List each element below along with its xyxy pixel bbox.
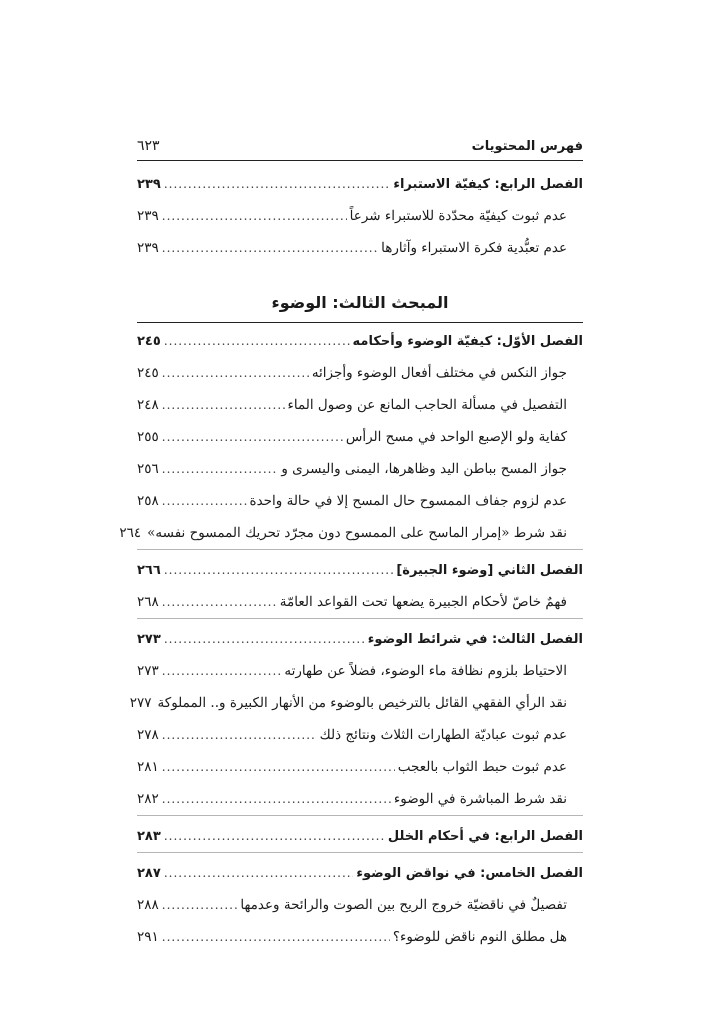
chapter-title: الفصل الرابع: في أحكام الخلل (387, 829, 583, 844)
entry-page: ٢٧٣ (137, 663, 159, 679)
toc-entry-row[interactable] (137, 485, 583, 517)
toc-entry-row[interactable] (137, 421, 583, 453)
dot-leader (164, 168, 391, 200)
entry-title: نقد الرأي الفقهي القائل بالترخيص بالوضوء من الأنهار الكبيرة و.. المملوكة (157, 695, 567, 711)
toc-entry-row[interactable] (137, 389, 583, 421)
entry-page: ٢٤٥ (137, 365, 159, 381)
chapter-page: ٢٤٥ (137, 334, 161, 349)
running-header (137, 136, 583, 156)
toc-chapter-row[interactable] (137, 623, 583, 655)
entry-page: ٢٦٨ (137, 594, 159, 610)
toc-entry-row[interactable] (137, 453, 583, 485)
page-number: ٦٢٣ (137, 138, 160, 154)
dot-leader (162, 485, 247, 517)
toc-entry-row[interactable] (137, 586, 583, 618)
entry-page: ٢٨١ (137, 759, 159, 775)
dot-leader (162, 921, 390, 953)
entry-page: ٢٥٥ (137, 429, 159, 445)
entry-page: ٢٨٨ (137, 897, 159, 913)
entry-page: ٢٥٨ (137, 493, 159, 509)
entry-title: جواز المسح بباطن اليد وظاهرها، اليمنى واليسرى و (281, 461, 567, 477)
toc-chapter-row[interactable] (137, 168, 583, 200)
entry-page: ٢٣٩ (137, 208, 159, 224)
dot-leader (162, 200, 347, 232)
dot-leader (162, 389, 285, 421)
chapter-title: الفصل الثاني [وضوء الجبيرة] (396, 563, 583, 578)
entry-title: عدم لزوم جفاف الممسوح حال المسح إلا في حالة واحدة (249, 493, 567, 509)
dot-leader (164, 857, 354, 889)
entry-page: ٢٤٨ (137, 397, 159, 413)
dot-leader (162, 719, 317, 751)
entry-title: جواز النكس في مختلف أفعال الوضوء وأجزائه (311, 365, 567, 381)
toc-entry-row[interactable] (137, 921, 583, 953)
dot-leader (164, 554, 394, 586)
entry-title: نقد شرط «إمرار الماسح على الممسوح دون مجرّد تحريك الممسوح نفسه» (147, 525, 567, 541)
chapter-title: الفصل الرابع: كيفيّة الاستبراء (393, 177, 583, 192)
entry-title: هل مطلق النوم ناقض للوضوء؟ (392, 929, 567, 945)
entry-page: ٢٨٢ (137, 791, 159, 807)
dot-leader (162, 655, 282, 687)
dot-leader (162, 232, 378, 264)
header-rule (137, 160, 583, 161)
toc-group (129, 623, 583, 816)
toc-entry-row[interactable] (119, 517, 583, 549)
entry-title: التفصيل في مسألة الحاجب المانع عن وصول الماء (287, 397, 567, 413)
entry-page: ٢٦٤ (119, 525, 142, 541)
toc-entry-row[interactable] (137, 751, 583, 783)
section-heading: المبحث الثالث: الوضوء (137, 268, 583, 323)
chapter-page: ٢٦٦ (137, 563, 161, 578)
chapter-page: ٢٣٩ (137, 177, 161, 192)
toc-entry-row[interactable] (137, 655, 583, 687)
entry-page: ٢٧٨ (137, 727, 159, 743)
dot-leader (162, 751, 395, 783)
toc-chapter-row[interactable] (137, 820, 583, 852)
entry-title: نقد شرط المباشرة في الوضوء (393, 791, 567, 807)
toc-chapter-row[interactable] (137, 857, 583, 889)
entry-title: عدم تعبُّدية فكرة الاستبراء وآثارها (381, 240, 567, 256)
dot-leader (164, 820, 385, 852)
entry-page: ٢٧٧ (129, 695, 152, 711)
entry-title: عدم ثبوت كيفيّة محدّدة للاستبراء شرعاً (349, 208, 567, 224)
dot-leader (164, 623, 365, 655)
toc-entry-row[interactable] (137, 200, 583, 232)
toc-entry-row[interactable] (137, 719, 583, 751)
chapter-page: ٢٨٣ (137, 829, 161, 844)
toc-entry-row[interactable] (137, 232, 583, 264)
chapter-title: الفصل الثالث: في شرائط الوضوء (367, 632, 583, 647)
dot-leader (162, 453, 279, 485)
chapter-title: الفصل الخامس: في نواقض الوضوء (356, 866, 583, 881)
chapter-page: ٢٨٧ (137, 866, 161, 881)
entry-page: ٢٩١ (137, 929, 159, 945)
entry-title: كفاية ولو الإصبع الواحد في مسح الرأس (345, 429, 567, 445)
toc-chapter-row[interactable] (137, 325, 583, 357)
entry-page: ٢٥٦ (137, 461, 159, 477)
toc-group (137, 168, 583, 264)
chapter-title: الفصل الأوّل: كيفيّة الوضوء وأحكامه (352, 334, 583, 349)
toc-entry-row[interactable] (137, 357, 583, 389)
toc-entry-row[interactable] (137, 889, 583, 921)
entry-title: عدم ثبوت حبط الثواب بالعجب (397, 759, 567, 775)
entry-title: فهمٌ خاصّ لأحكام الجبيرة يضعها تحت القواعد العامّة (279, 594, 567, 610)
entry-title: تفصيلٌ في ناقضيّة خروج الريح بين الصوت والرائحة وعدمها (240, 897, 567, 913)
running-title: فهرس المحتويات (471, 138, 583, 154)
chapter-page: ٢٧٣ (137, 632, 161, 647)
dot-leader (162, 586, 277, 618)
dot-leader (164, 325, 350, 357)
dot-leader (162, 889, 238, 921)
dot-leader (162, 783, 391, 815)
toc-entry-row[interactable] (137, 783, 583, 815)
toc-chapter-row[interactable] (137, 554, 583, 586)
entry-title: عدم ثبوت عباديّة الطهارات الثلاث ونتائج ذلك (319, 727, 567, 743)
entry-title: الاحتياط بلزوم نظافة ماء الوضوء، فضلاً عن طهارته (284, 663, 567, 679)
dot-leader (162, 421, 343, 453)
toc-group (119, 325, 583, 550)
toc-entry-row[interactable] (129, 687, 583, 719)
entry-page: ٢٣٩ (137, 240, 159, 256)
dot-leader (162, 357, 309, 389)
table-of-contents (119, 168, 583, 957)
toc-group (137, 857, 583, 953)
toc-group (137, 554, 583, 619)
toc-group (137, 820, 583, 853)
